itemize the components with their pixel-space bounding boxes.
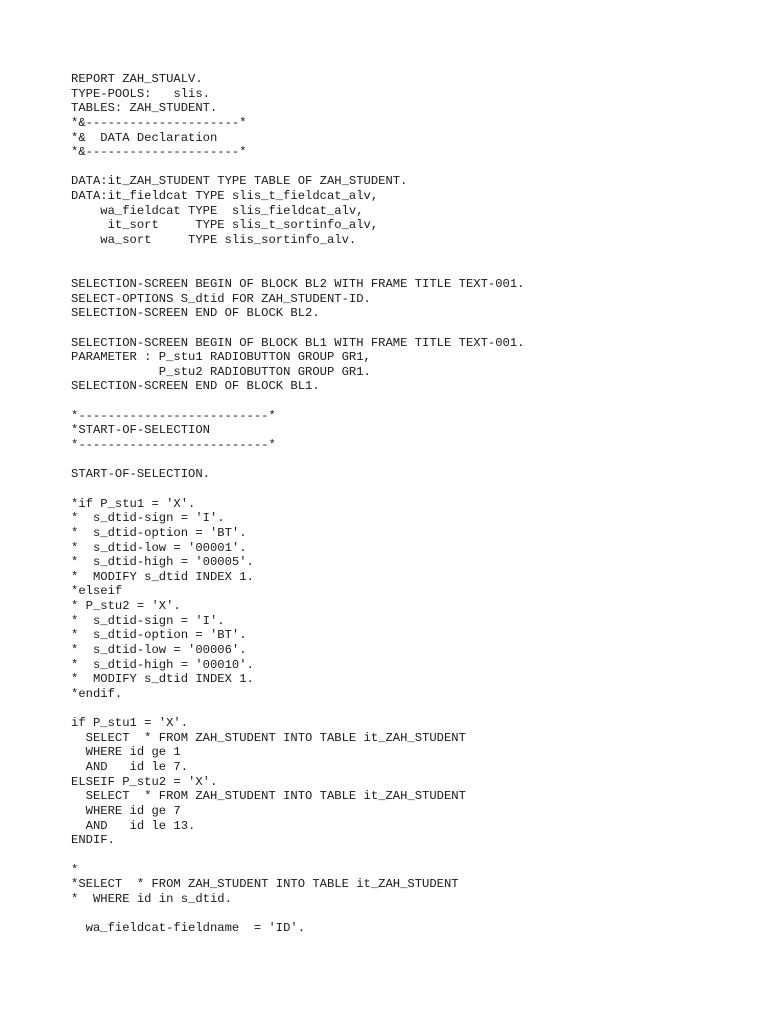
code-line [71,248,751,263]
code-line: DATA:it_ZAH_STUDENT TYPE TABLE OF ZAH_STUDENT. [71,174,408,189]
code-line: *& DATA Declaration [71,130,218,145]
code-line: wa_sort TYPE slis_sortinfo_alv. [71,233,357,248]
code-line: WHERE id ge 7 [71,804,181,819]
code-line: * s_dtid-option = 'BT'. [71,525,247,540]
code-line: * [71,862,79,877]
code-line: TABLES: ZAH_STUDENT. [71,101,218,116]
code-line: * MODIFY s_dtid INDEX 1. [71,569,254,584]
code-line: * s_dtid-low = '00001'. [71,540,247,555]
code-line: SELECTION-SCREEN BEGIN OF BLOCK BL2 WITH FRAME TITLE TEXT-001. [71,276,525,291]
code-line: START-OF-SELECTION. [71,467,210,482]
code-line: TYPE-POOLS: slis. [71,86,210,101]
code-listing [71,72,751,936]
code-line: SELECTION-SCREEN BEGIN OF BLOCK BL1 WITH FRAME TITLE TEXT-001. [71,335,525,350]
code-line [71,262,751,277]
code-line: *elseif [71,584,123,599]
code-line [71,702,751,717]
code-line: PARAMETER : P_stu1 RADIOBUTTON GROUP GR1, [71,350,371,365]
code-line: * P_stu2 = 'X'. [71,599,181,614]
code-line: wa_fieldcat TYPE slis_fieldcat_alv, [71,203,364,218]
code-line: AND id le 7. [71,760,189,775]
code-line: * s_dtid-option = 'BT'. [71,628,247,643]
code-line: SELECT-OPTIONS S_dtid FOR ZAH_STUDENT-ID. [71,291,371,306]
code-line [71,394,751,409]
code-line: REPORT ZAH_STUALV. [71,72,203,86]
code-line: SELECT * FROM ZAH_STUDENT INTO TABLE it_ZAH_STUDENT [71,730,466,745]
code-line: * s_dtid-high = '00005'. [71,555,254,570]
code-line: P_stu2 RADIOBUTTON GROUP GR1. [71,364,371,379]
code-line: * s_dtid-high = '00010'. [71,657,254,672]
code-line [71,321,751,336]
code-line: * s_dtid-low = '00006'. [71,642,247,657]
code-line: ELSEIF P_stu2 = 'X'. [71,774,218,789]
code-line: * s_dtid-sign = 'I'. [71,511,225,526]
code-line: *--------------------------* [71,438,276,453]
code-line: *&---------------------* [71,115,247,130]
code-line [71,907,751,922]
code-line [71,482,751,497]
code-line: SELECTION-SCREEN END OF BLOCK BL1. [71,379,320,394]
code-line: * s_dtid-sign = 'I'. [71,613,225,628]
code-line: SELECTION-SCREEN END OF BLOCK BL2. [71,306,320,321]
code-line [71,848,751,863]
code-line: * WHERE id in s_dtid. [71,891,232,906]
code-line: *START-OF-SELECTION [71,423,210,438]
code-line: ENDIF. [71,833,115,848]
code-line: *if P_stu1 = 'X'. [71,496,196,511]
code-line: if P_stu1 = 'X'. [71,716,189,731]
code-line: wa_fieldcat-fieldname = 'ID'. [71,921,306,936]
code-line: * MODIFY s_dtid INDEX 1. [71,672,254,687]
code-line: DATA:it_fieldcat TYPE slis_t_fieldcat_alv, [71,189,379,204]
code-line: *&---------------------* [71,145,247,160]
code-line [71,160,751,175]
code-line: it_sort TYPE slis_t_sortinfo_alv, [71,218,379,233]
code-line: *--------------------------* [71,408,276,423]
code-line: SELECT * FROM ZAH_STUDENT INTO TABLE it_ZAH_STUDENT [71,789,466,804]
code-line: AND id le 13. [71,818,196,833]
code-line [71,453,751,468]
code-line: *endif. [71,686,123,701]
code-line: WHERE id ge 1 [71,745,181,760]
code-line: *SELECT * FROM ZAH_STUDENT INTO TABLE it_ZAH_STUDENT [71,877,459,892]
